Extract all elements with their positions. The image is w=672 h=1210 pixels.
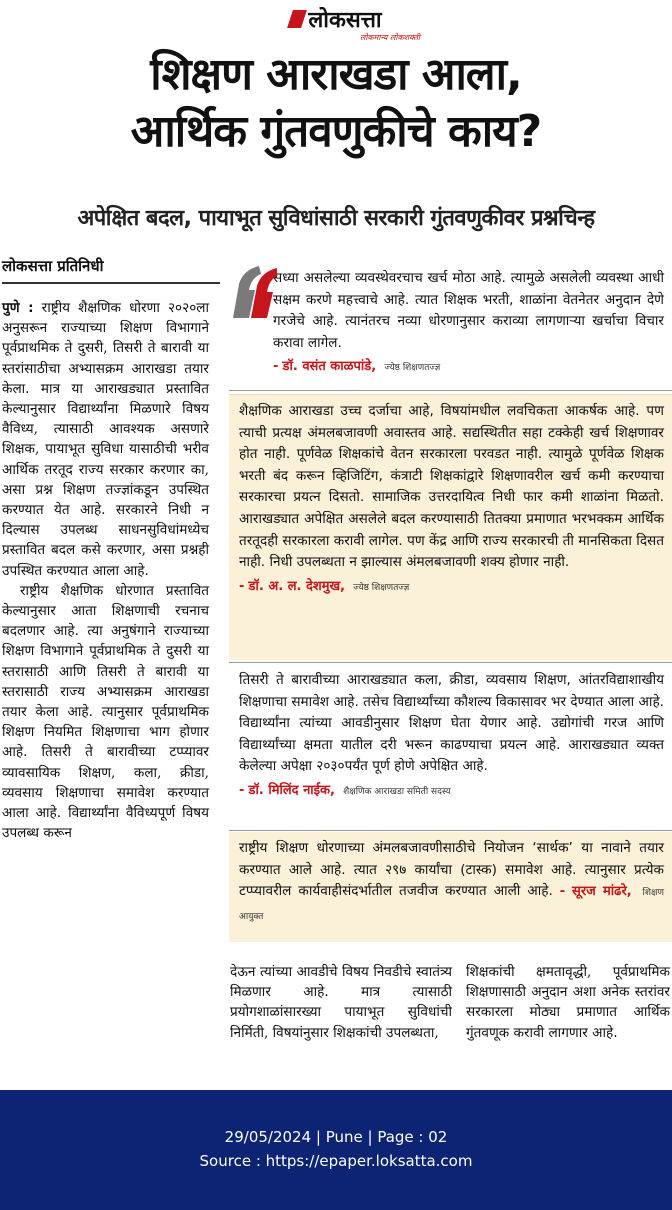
quote-author-role: ज्येष्ठ शिक्षणतज्ज्ञ [353,582,410,593]
quote-author: डॉ. मिलिंद नाईक, [248,782,335,798]
quote-author-role: ज्येष्ठ शिक्षणतज्ज्ञ [384,363,441,374]
masthead-tagline: लोकमान्य लोकशक्ती [359,33,420,42]
article-column-right: शिक्षकांची क्षमतावृद्धी, पूर्वप्राथमिक शिक्षणासाठी अनुदान अशा अनेक स्तरांवर सरकारला मोठ्या प्रमाणात आर्थिक गुंतवणूक करावी लागणार आहे. [466,964,670,1041]
masthead-title: लोकसत्ता [308,7,382,33]
subheadline: अपेक्षित बदल, पायाभूत सुविधांसाठी सरकारी गुंतवणुकीवर प्रश्नचिन्ह [77,206,595,231]
body-paragraph-1 [2,298,209,581]
quote-box [229,664,672,828]
logo-mark-icon [287,10,307,28]
byline: लोकसत्ता प्रतिनिधी [2,256,220,284]
quote-author-role: शिक्षण आयुक्त [239,888,664,922]
quote-author: सूरज मांढरे, [572,884,632,900]
quote-box [229,832,672,942]
headline [0,46,672,160]
divider [229,830,672,831]
quote-author: डॉ. वसंत काळपांडे, [282,359,377,375]
quote-mark-icon [229,264,279,320]
footer-source: Source : https://epaper.loksatta.com [199,1152,473,1170]
masthead-logo [290,4,381,34]
quote-signature: - डॉ. मिलिंद नाईक, शैक्षणिक आराखडा समिती सदस्य [239,782,451,798]
quote-signature: - सूरज मांढरे, शिक्षण आयुक्त [239,884,664,922]
quote-box [229,394,672,660]
headline-line-2: आर्थिक गुंतवणुकीचे काय? [130,106,542,157]
quote-author: डॉ. अ. ल. देशमुख, [248,578,346,594]
headline-line-1: शिक्षण आराखडा आला, [150,49,522,100]
quote-author-role: शैक्षणिक आराखडा समिती सदस्य [343,786,451,797]
quote-text: राष्ट्रीय शिक्षण धोरणाच्या अंमलबजावणीसाठीचे नियोजन ‘सार्थक’ या नावाने तयार करण्यात आले आहे. त्यात २९७ कार्यांचा (टास्क) समावेश आहे. त्यानुसार प्रत्येक टप्प्यावरील कार्यवाहीसंदर्भातील तजवीज करण्यात आली आहे. - सूरज मांढरे, शिक्षण आयुक्त [239,840,664,922]
footer-date-edition: 29/05/2024 | Pune | Page : 02 [224,1128,448,1146]
article-column-middle: देऊन त्यांच्या आवडीचे विषय निवडीचे स्वातंत्र्य मिळणार आहे. मात्र त्यासाठी प्रयोगशाळांसारख्या पायाभूत सुविधांची निर्मिती, विषयांनुसार शिक्षकांची उपलब्धता, [230,964,452,1041]
masthead [0,4,672,44]
quote-text: सध्या असलेल्या व्यवस्थेवरचाच खर्च मोठा आहे. त्यामुळे असलेली व्यवस्था आधी सक्षम करणे महत्त्वाचे आहे. त्यात शिक्षक भरती, शाळांना वेतनेतर अनुदान देणे गरजेचे आहे. त्यानंतरच नव्या धोरणानुसार कराव्या लागणाऱ्या खर्चाचा विचार करावा लागेल. [273,270,664,351]
footer-banner [0,1090,672,1210]
quote-signature: - डॉ. वसंत काळपांडे, ज्येष्ठ शिक्षणतज्ज्ञ [273,359,441,375]
divider [229,390,672,391]
article-column-left [2,298,209,843]
quote-box [229,262,672,386]
body-paragraph-2: राष्ट्रीय शैक्षणिक धोरणात प्रस्तावित केल्यानुसार आता शिक्षणाची रचनाच बदलणार आहे. त्या अनुषंगाने राज्याच्या शिक्षण विभागाने पूर्वप्राथमिक ते दुसरी या स्तरासाठी आणि तिसरी ते बारावी या स्तरासाठी राज्य अभ्यासक्रम आराखडा तयार केला आहे. त्यानुसार पूर्वप्राथमिक शिक्षण नियमित शिक्षणाचा भाग होणार आहे. तिसरी ते बारावीच्या टप्प्यावर व्यावसायिक शिक्षण, कला, क्रीडा, व्यवसाय शिक्षणाचा समावेश करण्यात आला आहे. विद्यार्थ्यांना वैविध्यपूर्ण विषय उपलब्ध करून [2,582,209,842]
body-text-1: राष्ट्रीय शैक्षणिक धोरणा २०२०ला अनुसरून राज्याच्या शिक्षण विभागाने पूर्वप्राथमिक ते दुसरी, तिसरी ते बारावी या स्तरांसाठीचा अभ्यासक्रम आराखडा तयार केला. मात्र या आराखड्यात प्रस्तावित केल्यानुसार विद्यार्थ्यांना मिळणारे विषय वैविध्य, त्यासाठी आवश्यक असणारे शिक्षक, पायाभूत सुविधा यासाठीची भरीव आर्थिक तरतूद राज्य सरकार करणार का, असा प्रश्न शिक्षण तज्ज्ञांकडून उपस्थित करण्यात येत आहे. सरकारने निधी न दिल्यास उपलब्ध साधनसुविधांमध्येच प्रस्तावित बदल कसे करणार, असा प्रश्नही उपस्थित करण्यात आला आहे. [2,300,209,579]
quote-text: तिसरी ते बारावीच्या आराखड्यात कला, क्रीडा, व्यवसाय शिक्षण, आंतरविद्याशाखीय शिक्षणाचा समावेश आहे. तसेच विद्यार्थ्यांच्या कौशल्य विकासावर भर देण्यात आला आहे. विद्यार्थ्यांना त्यांच्या आवडीनुसार शिक्षण घेता येणार आहे. उद्योगांची गरज आणि विद्यार्थ्यांच्या क्षमता यातील दरी भरून काढण्याचा प्रयत्न आहे. आराखड्यात व्यक्त केलेल्या अपेक्षा २०३०पर्यंत पूर्ण होणे अपेक्षित आहे. [239,672,664,775]
quote-signature: - डॉ. अ. ल. देशमुख, ज्येष्ठ शिक्षणतज्ज्ञ [239,578,410,594]
quote-text: शैक्षणिक आराखडा उच्च दर्जाचा आहे, विषयांमधील लवचिकता आकर्षक आहे. पण त्याची प्रत्यक्ष अंमलबजावणी अवास्तव आहे. सद्यस्थितीत सहा टक्केही खर्च शिक्षणावर होत नाही. पूर्णवेळ शिक्षकांचे वेतन सरकारला परवडत नाही. त्यामुळे पूर्णवेळ शिक्षक भरती बंद करून व्हिजिटिंग, कंत्राटी शिक्षकांद्वारे शिक्षणावरील खर्च कमी करण्याचा सरकारचा प्रयत्न दिसतो. सामाजिक उत्तरदायित्व निधी फार कमी शाळांना मिळतो. आराखड्यात अपेक्षित असलेले बदल करण्यासाठी तितक्या प्रमाणात भरभक्कम आर्थिक तरतूदही सरकारला करावी लागेल. पण केंद्र आणि राज्य सरकारची ती मानसिकता दिसत नाही. निधी उपलब्धता न झाल्यास अंमलबजावणी शक्य होणार नाही. [239,403,664,571]
divider [229,662,672,663]
dateline: पुणे : [2,300,34,316]
